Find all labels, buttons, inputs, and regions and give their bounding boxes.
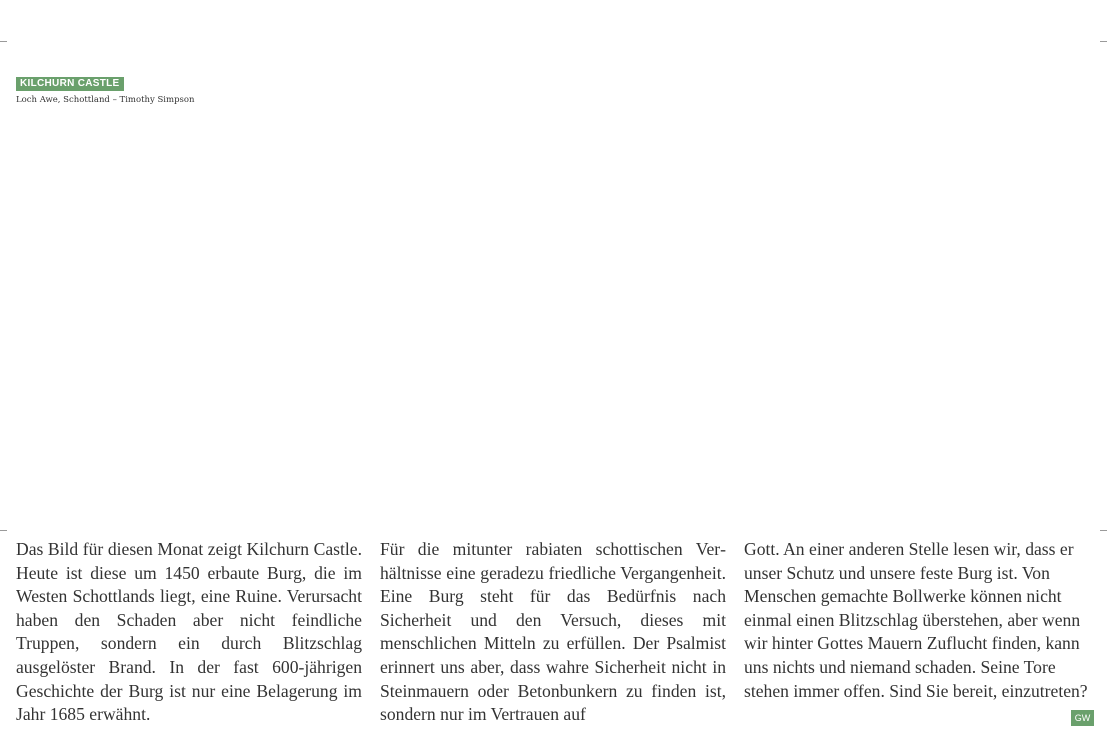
caption-subtitle: Loch Awe, Schottland – Timothy Simpson [16, 95, 195, 105]
crop-mark-bottom-left [0, 530, 7, 531]
publisher-badge: GW [1071, 710, 1094, 726]
body-text-columns [16, 538, 1090, 727]
image-caption [16, 71, 194, 105]
text-column-3: Gott. An einer anderen Stelle lesen wir, dass er unser Schutz und unsere feste Burg ist. Von Menschen gemachte Bollwerke können nicht einmal einen Blitzschlag überstehen, aber wenn wir hinter Gottes Mauern Zuflucht finden, kann uns nichts und niemand schaden. Seine Tore stehen immer offen. Sind Sie bereit, einzutreten? [744, 539, 1088, 701]
crop-mark-bottom-right [1100, 530, 1107, 531]
crop-mark-top-left [0, 41, 7, 42]
caption-title-badge: KILCHURN CASTLE [16, 77, 124, 91]
crop-mark-top-right [1100, 41, 1107, 42]
text-column-2: Für die mitunter rabiaten schottischen Verhältnisse eine geradezu friedliche Vergangenheit. Eine Burg steht für das Bedürfnis nach Sicherheit und den Versuch, dieses mit menschlichen Mitteln zu erfüllen. Der Psalmist erinnert uns aber, dass wahre Sicherheit nicht in Steinmauern oder Betonbunkern zu finden ist, sondern nur im Vertrauen auf [380, 539, 726, 725]
text-column-1: Das Bild für diesen Monat zeigt Kilchurn Castle. Heute ist diese um 1450 erbaute Burg, die im Westen Schottlands liegt, eine Ruine. Verursacht haben den Schaden aber nicht feindliche Truppen, sondern ein durch Blitzschlag ausgelöster Brand. In der fast 600-jährigen Geschichte der Burg ist nur eine Belagerung im Jahr 1685 erwähnt. [16, 539, 362, 725]
